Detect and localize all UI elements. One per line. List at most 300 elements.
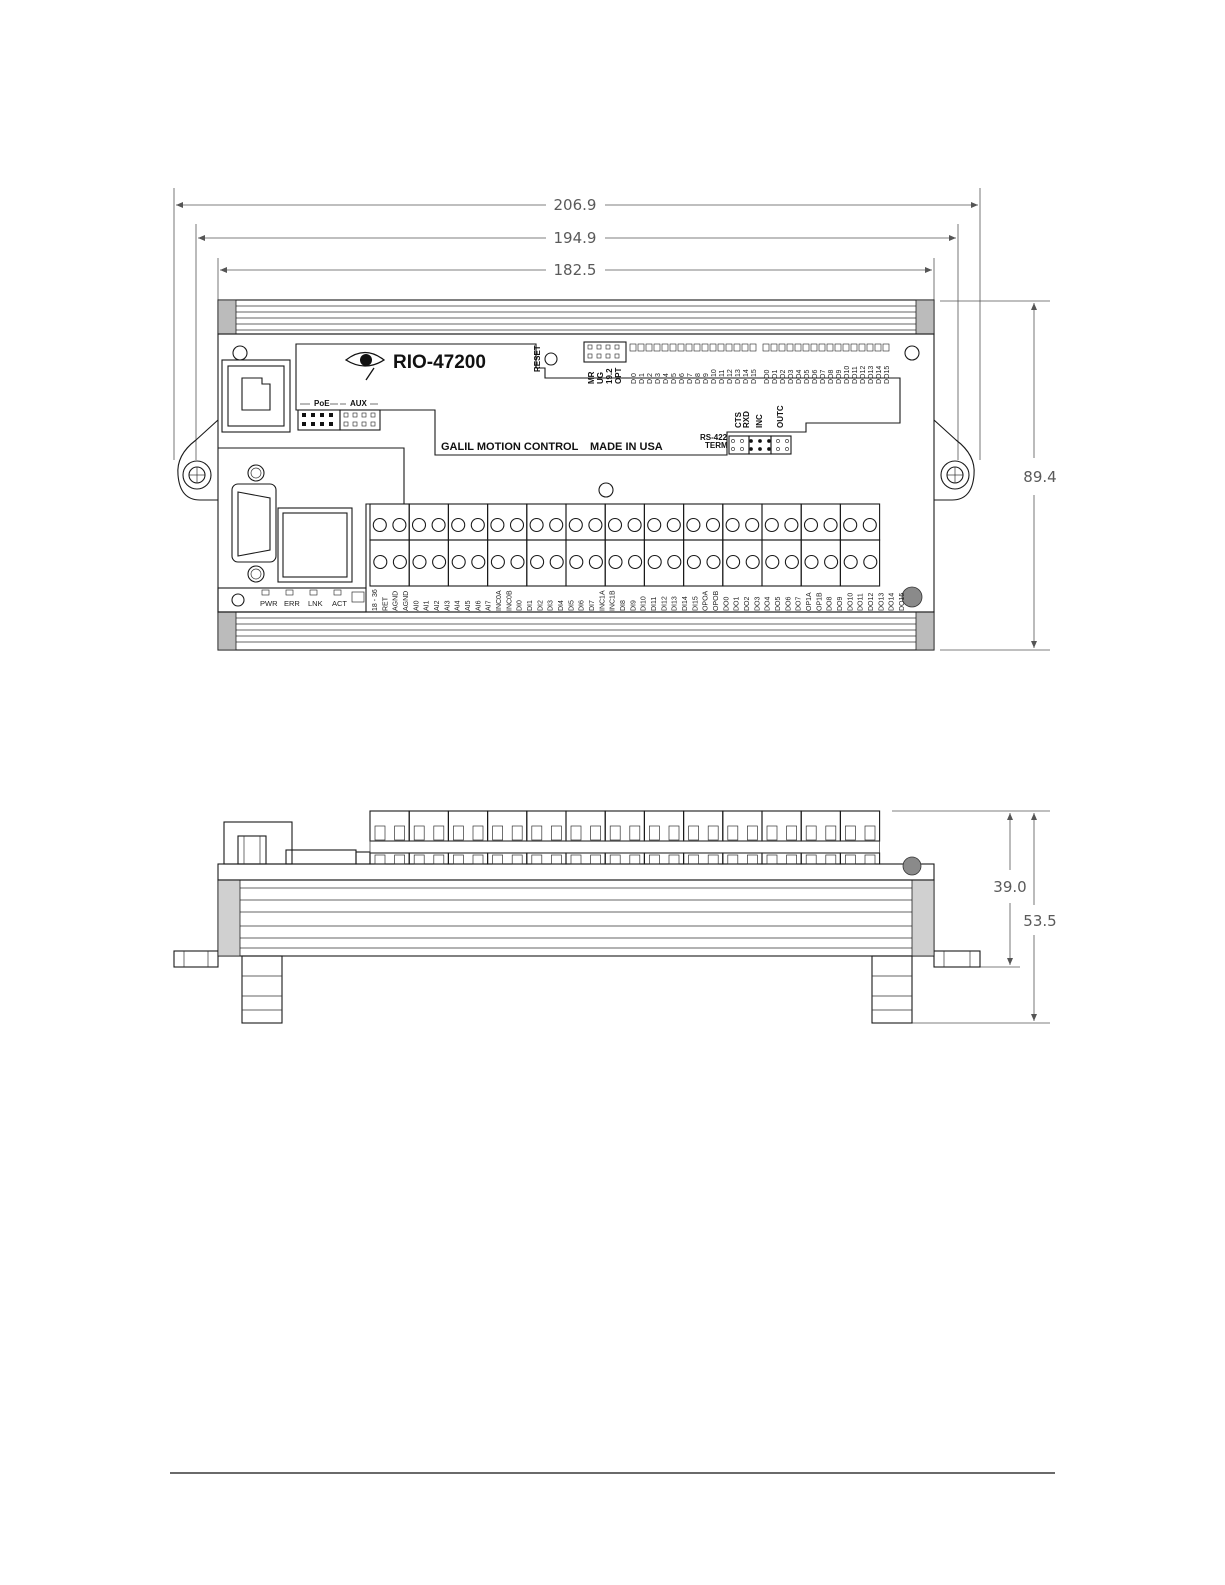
terminal-screw xyxy=(805,519,818,532)
terminal-label: AI2 xyxy=(434,600,441,611)
io-led-label: DO15 xyxy=(884,365,891,384)
terminal-screw xyxy=(668,556,681,569)
terminal-screw xyxy=(844,519,857,532)
jumper-pins xyxy=(302,413,375,426)
jumper-pin xyxy=(344,422,348,426)
side-terminal-slot xyxy=(708,855,718,864)
side-terminal-slot xyxy=(532,855,542,864)
io-led-label: DO14 xyxy=(876,365,883,384)
terminal-label: DO12 xyxy=(868,592,875,611)
terminal-label: AGND xyxy=(403,590,410,611)
terminal-label: AI0 xyxy=(413,600,421,611)
io-led xyxy=(670,344,676,351)
side-terminal-slot xyxy=(669,855,679,864)
ethernet-jack xyxy=(222,360,290,432)
jumper-pin xyxy=(353,422,357,426)
terminal-label: INC0A xyxy=(496,590,503,611)
jumper-label: 19.2 xyxy=(605,368,614,384)
terminal-block-lower xyxy=(723,540,762,586)
io-led xyxy=(835,344,841,351)
mount-width-dim: 194.9 xyxy=(553,229,597,247)
side-terminal-band xyxy=(370,841,880,853)
company-name: GALIL MOTION CONTROL xyxy=(441,441,579,453)
outc-label: OUTC xyxy=(776,405,785,428)
side-small-part xyxy=(356,852,370,864)
terminal-screw xyxy=(727,556,740,569)
side-foot-right xyxy=(872,956,912,1023)
side-terminal-screw xyxy=(767,826,777,840)
io-led-label: DI4 xyxy=(663,373,670,384)
side-terminal-screw xyxy=(434,826,444,840)
jumper-label: UG xyxy=(596,372,605,384)
side-terminal-screw xyxy=(610,826,620,840)
terminal-label: DI12 xyxy=(661,596,669,611)
jumper-pin xyxy=(362,413,366,417)
side-terminal-slot xyxy=(395,855,405,864)
side-ear-left xyxy=(174,951,218,967)
side-terminal-screw xyxy=(728,826,738,840)
terminal-screw xyxy=(609,556,622,569)
io-led xyxy=(718,344,724,351)
terminal-screw xyxy=(687,519,700,532)
terminal-labels xyxy=(372,589,906,611)
io-led xyxy=(787,344,793,351)
terminal-block-upper xyxy=(448,504,487,540)
status-led xyxy=(262,590,269,595)
terminal-block-upper xyxy=(762,504,801,540)
status-led-label: ACT xyxy=(332,599,347,608)
side-terminal-slot xyxy=(767,855,777,864)
side-terminal-slot xyxy=(414,855,424,864)
status-led-label: LNK xyxy=(308,599,323,608)
terminal-block-lower xyxy=(801,540,840,586)
jumper-label: MR xyxy=(587,371,596,384)
io-led-label: DO9 xyxy=(836,369,843,384)
mounting-ear-left xyxy=(178,420,218,500)
terminal-label: DO7 xyxy=(795,596,803,611)
io-led-label: DI3 xyxy=(655,373,662,384)
io-led-label: DO10 xyxy=(844,365,851,384)
side-terminal-screw xyxy=(806,826,816,840)
side-terminal-screw xyxy=(532,826,542,840)
side-terminal-slot xyxy=(787,855,797,864)
terminal-label: AI7 xyxy=(485,600,493,611)
io-led xyxy=(710,344,716,351)
side-ground-screw xyxy=(903,857,921,875)
rs422-label: RS-422 xyxy=(700,433,728,442)
terminal-screw xyxy=(667,519,680,532)
terminal-screw xyxy=(687,556,700,569)
terminal-block-upper xyxy=(370,504,409,540)
terminal-block-lower xyxy=(684,540,723,586)
height-dimension xyxy=(940,301,1057,650)
terminal-screw xyxy=(452,556,465,569)
terminal-label: DO1 xyxy=(733,596,741,611)
side-terminal-slot xyxy=(826,855,836,864)
terminal-screw xyxy=(844,556,857,569)
terminal-label: DO9 xyxy=(837,596,844,611)
center-hole xyxy=(599,483,613,497)
strip-hole xyxy=(232,594,244,606)
terminal-block-lower xyxy=(566,540,605,586)
term-pin xyxy=(749,447,752,450)
io-led-label: DO7 xyxy=(820,369,827,384)
terminal-block-lower xyxy=(409,540,448,586)
terminal-screw xyxy=(648,519,661,532)
term-label: TERM xyxy=(705,441,728,450)
jumper-pin xyxy=(329,413,333,417)
jumper-pin xyxy=(320,413,324,417)
terminal-label: INC0B xyxy=(506,590,514,611)
total-height-dim: 53.5 xyxy=(1023,912,1057,930)
cts-label: CTS xyxy=(734,412,743,428)
terminal-blocks xyxy=(370,504,880,586)
jumper-pin xyxy=(353,413,357,417)
side-terminal-screw xyxy=(375,826,385,840)
terminal-label: RET xyxy=(382,597,390,611)
terminal-screw xyxy=(471,519,484,532)
side-terminal-slot xyxy=(493,855,503,864)
io-led xyxy=(734,344,740,351)
side-terminal-slot xyxy=(865,855,875,864)
reset-label: RESET xyxy=(533,345,542,372)
terminal-label: DO0 xyxy=(723,596,731,611)
terminal-block-upper xyxy=(840,504,879,540)
terminal-screw xyxy=(550,556,563,569)
terminal-screw xyxy=(472,556,485,569)
io-led-label: DO0 xyxy=(764,369,771,384)
side-terminal-slot xyxy=(649,855,659,864)
terminal-screw xyxy=(785,556,798,569)
side-terminal-slot xyxy=(845,855,855,864)
side-terminal-slot xyxy=(551,855,561,864)
io-led-label: DI15 xyxy=(751,369,758,384)
io-led-label: DO6 xyxy=(812,369,819,384)
terminal-screw xyxy=(432,519,445,532)
terminal-block-lower xyxy=(644,540,683,586)
terminal-block-upper xyxy=(409,504,448,540)
io-led xyxy=(763,344,769,351)
term-pin xyxy=(731,447,734,450)
side-terminal-screw xyxy=(591,826,601,840)
terminal-block-lower xyxy=(448,540,487,586)
side-terminal-slot xyxy=(453,855,463,864)
terminal-label: DI6 xyxy=(578,600,586,611)
terminal-screw xyxy=(726,519,739,532)
terminal-label: AI5 xyxy=(465,600,472,611)
io-led xyxy=(803,344,809,351)
term-pin xyxy=(749,439,752,442)
terminal-label: INC1A xyxy=(599,590,607,611)
side-terminal-slot xyxy=(591,855,601,864)
terminal-label: DI3 xyxy=(547,600,555,611)
io-led xyxy=(646,344,652,351)
terminal-label: DI2 xyxy=(537,600,545,611)
connector-height-dim: 39.0 xyxy=(993,878,1027,896)
terminal-label: DO15 xyxy=(899,592,906,611)
side-terminal-screw xyxy=(473,826,483,840)
status-led xyxy=(334,590,341,595)
terminal-label: DI13 xyxy=(671,596,679,611)
io-led xyxy=(750,344,756,351)
terminal-block-upper xyxy=(801,504,840,540)
terminal-screw xyxy=(452,519,465,532)
io-led-label: DO12 xyxy=(860,365,867,384)
terminal-label: AI4 xyxy=(454,600,462,611)
terminal-label: INC1B xyxy=(609,590,617,611)
terminal-screw xyxy=(863,519,876,532)
terminal-label: DI0 xyxy=(516,600,524,611)
side-terminal-slot xyxy=(434,855,444,864)
terminal-block-lower xyxy=(488,540,527,586)
side-terminal-screw xyxy=(551,826,561,840)
terminal-block-lower xyxy=(605,540,644,586)
io-led xyxy=(662,344,668,351)
terminal-screw xyxy=(628,519,641,532)
terminal-screw xyxy=(491,519,504,532)
side-terminal-blocks xyxy=(370,811,880,864)
io-led-label: DI10 xyxy=(711,369,718,384)
terminal-block-lower xyxy=(370,540,409,586)
made-in-label: MADE IN USA xyxy=(590,441,663,453)
io-led xyxy=(686,344,692,351)
terminal-label: DI8 xyxy=(620,600,627,611)
terminal-label: AI6 xyxy=(475,600,483,611)
terminal-label: DO2 xyxy=(744,596,751,611)
corner-hole xyxy=(233,346,247,360)
side-terminal-screw xyxy=(453,826,463,840)
io-led xyxy=(875,344,881,351)
terminal-screw xyxy=(629,556,642,569)
terminal-block-upper xyxy=(527,504,566,540)
power-block xyxy=(278,508,352,582)
io-led xyxy=(843,344,849,351)
io-led xyxy=(811,344,817,351)
io-led xyxy=(742,344,748,351)
header-pin xyxy=(597,345,601,349)
terminal-screw xyxy=(785,519,798,532)
jumper-pin xyxy=(344,413,348,417)
io-led xyxy=(883,344,889,351)
status-led xyxy=(310,590,317,595)
terminal-label: AI1 xyxy=(423,600,431,611)
terminal-label: DI1 xyxy=(527,600,534,611)
status-leds xyxy=(260,590,347,608)
io-led xyxy=(694,344,700,351)
side-terminal-screw xyxy=(512,826,522,840)
terminal-label: DI4 xyxy=(558,600,565,611)
term-pin xyxy=(758,439,761,442)
side-ear-right xyxy=(934,951,980,967)
terminal-block-upper xyxy=(488,504,527,540)
top-view xyxy=(174,188,1057,650)
io-led-label: DI2 xyxy=(647,373,654,384)
term-pin xyxy=(776,447,779,450)
terminal-label: DI14 xyxy=(682,596,689,611)
io-led-label: DI9 xyxy=(703,373,710,384)
terminal-screw xyxy=(550,519,563,532)
terminal-screw xyxy=(511,556,524,569)
terminal-screw xyxy=(609,519,622,532)
terminal-screw xyxy=(589,556,602,569)
jumper-pin xyxy=(311,413,315,417)
terminal-label: DI5 xyxy=(568,600,576,611)
aux-label: AUX xyxy=(350,399,367,408)
terminal-block-lower xyxy=(840,540,879,586)
jumper-pin xyxy=(371,413,375,417)
io-led-label: DI12 xyxy=(727,369,734,384)
term-pin xyxy=(740,447,743,450)
terminal-label: DO11 xyxy=(857,593,865,611)
jumper-pin xyxy=(320,422,324,426)
side-terminal-slot xyxy=(689,855,699,864)
io-led xyxy=(638,344,644,351)
terminal-screw xyxy=(648,556,661,569)
terminal-block-lower xyxy=(527,540,566,586)
terminal-label: AI3 xyxy=(444,600,452,611)
terminal-screw xyxy=(825,556,838,569)
header-connector xyxy=(584,342,626,362)
header-pin xyxy=(615,345,619,349)
term-pin xyxy=(767,447,770,450)
terminal-screw xyxy=(570,556,583,569)
strip-pad xyxy=(352,592,364,602)
io-led-label: DO13 xyxy=(868,365,875,384)
io-led-label: DI14 xyxy=(743,369,750,384)
header-pin xyxy=(606,345,610,349)
status-led-label: PWR xyxy=(260,599,278,608)
side-db9 xyxy=(286,850,356,864)
io-led xyxy=(678,344,684,351)
header-pin xyxy=(588,345,592,349)
terminal-screw xyxy=(413,519,426,532)
side-ethernet xyxy=(224,822,292,864)
io-led xyxy=(779,344,785,351)
terminal-block-upper xyxy=(684,504,723,540)
side-terminal-screw xyxy=(689,826,699,840)
rxd-label: RXD xyxy=(742,411,751,428)
terminal-label: DO13 xyxy=(878,592,886,611)
side-terminal-slot xyxy=(610,855,620,864)
terminal-screw xyxy=(864,556,877,569)
side-terminal-slot xyxy=(571,855,581,864)
side-foot-left xyxy=(242,956,282,1023)
height-dim: 89.4 xyxy=(1023,468,1057,486)
io-led-label: DI7 xyxy=(687,373,694,384)
reset-hole xyxy=(545,353,557,365)
io-led-label: DI13 xyxy=(735,369,742,384)
terminal-screw xyxy=(824,519,837,532)
rail-bottom xyxy=(218,612,934,650)
header-pin xyxy=(615,354,619,358)
side-terminal-screw xyxy=(747,826,757,840)
terminal-screw xyxy=(746,556,759,569)
terminal-label: 18 - 36 xyxy=(372,589,379,611)
io-led-label: DO8 xyxy=(828,369,835,384)
side-terminal-slot xyxy=(375,855,385,864)
io-led xyxy=(654,344,660,351)
terminal-label: OP1B xyxy=(816,592,824,611)
term-pin xyxy=(740,439,743,442)
io-led-label: DI5 xyxy=(671,373,678,384)
jumper-pin xyxy=(302,413,306,417)
terminal-screw xyxy=(413,556,426,569)
terminal-screw xyxy=(746,519,759,532)
side-terminal-slot xyxy=(630,855,640,864)
header-pin xyxy=(597,354,601,358)
io-led-label: DI0 xyxy=(631,373,638,384)
terminal-label: DI11 xyxy=(651,596,658,611)
terminal-label: DO14 xyxy=(888,592,896,611)
terminal-screw xyxy=(374,556,387,569)
io-led xyxy=(867,344,873,351)
jumper-labels xyxy=(587,367,623,384)
terminal-label: DI9 xyxy=(630,600,638,611)
io-led-label: DO11 xyxy=(852,366,859,384)
terminal-screw xyxy=(531,556,544,569)
terminal-label: DI15 xyxy=(692,596,700,611)
io-led-label: DO2 xyxy=(780,369,787,384)
terminal-block-upper xyxy=(605,504,644,540)
side-terminal-screw xyxy=(826,826,836,840)
terminal-screw xyxy=(805,556,818,569)
jumper-pin xyxy=(311,422,315,426)
status-led xyxy=(286,590,293,595)
poe-aux-headers xyxy=(298,399,380,430)
terminal-label: DO8 xyxy=(826,596,834,611)
product-name: RIO-47200 xyxy=(393,352,486,373)
term-pin xyxy=(785,439,788,442)
io-led xyxy=(859,344,865,351)
terminal-screw xyxy=(765,519,778,532)
terminal-label: AGND xyxy=(392,590,400,611)
terminal-block-upper xyxy=(644,504,683,540)
side-board xyxy=(218,864,934,880)
terminal-screw xyxy=(373,519,386,532)
io-led-label: DI8 xyxy=(695,373,702,384)
jumper-pin xyxy=(302,422,306,426)
side-terminal-screw xyxy=(571,826,581,840)
rs422-term xyxy=(700,405,791,454)
terminal-label: DI10 xyxy=(640,596,648,611)
terminal-screw xyxy=(511,519,524,532)
side-view xyxy=(174,811,1057,1023)
header-pin xyxy=(606,354,610,358)
terminal-screw xyxy=(530,519,543,532)
terminal-label: OP1A xyxy=(806,592,813,611)
side-terminal-screw xyxy=(493,826,503,840)
term-pin xyxy=(767,439,770,442)
side-terminal-screw xyxy=(865,826,875,840)
io-led-label: DI1 xyxy=(639,373,646,384)
io-led-label: DO1 xyxy=(772,369,779,384)
terminal-label: DO5 xyxy=(775,596,782,611)
io-led xyxy=(851,344,857,351)
term-pin xyxy=(731,439,734,442)
side-terminal-screw xyxy=(708,826,718,840)
io-led xyxy=(827,344,833,351)
side-terminal-screw xyxy=(630,826,640,840)
term-pin xyxy=(776,439,779,442)
terminal-screw xyxy=(569,519,582,532)
io-led-label: DO4 xyxy=(796,369,803,384)
side-terminal-screw xyxy=(395,826,405,840)
terminal-label: DO10 xyxy=(847,592,855,611)
terminal-screw xyxy=(491,556,504,569)
side-terminal-screw xyxy=(649,826,659,840)
overall-width-dim: 206.9 xyxy=(553,196,597,214)
terminal-block-upper xyxy=(566,504,605,540)
